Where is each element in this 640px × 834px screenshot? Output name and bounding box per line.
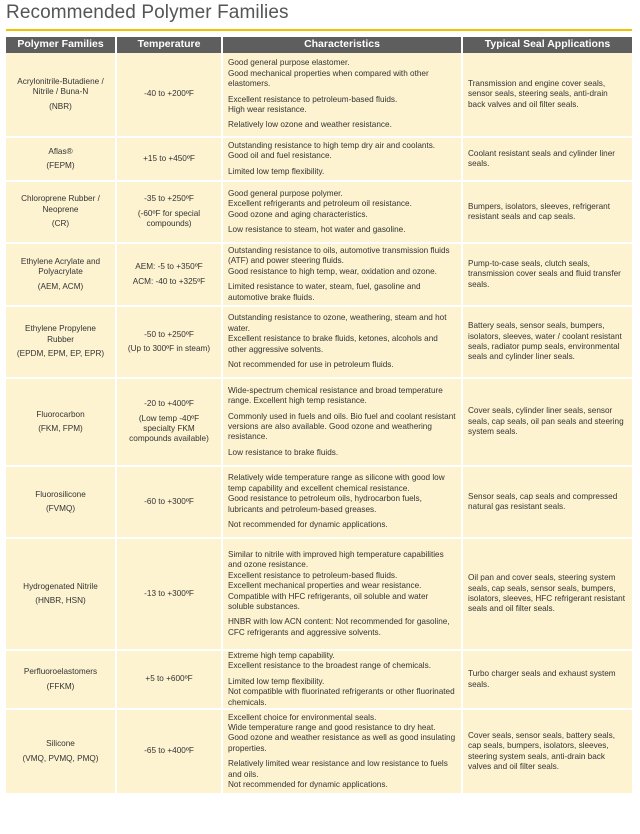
characteristics-paragraph: Low resistance to steam, hot water and gasoline. — [228, 224, 406, 234]
polymer-family-line: Ethylene Propylene — [24, 324, 96, 334]
polymer-table — [6, 37, 632, 795]
polymer-family-line: (CR) — [51, 219, 70, 229]
temperature-line: -50 to +250ºF — [144, 329, 194, 339]
characteristics-paragraph: Low resistance to brake fluids. — [228, 447, 339, 457]
seal-applications-cell: Bumpers, isolators, sleeves, refrigerant resistant seals and cap seals. — [462, 181, 632, 243]
polymer-family-line: Neoprene — [42, 204, 79, 214]
polymer-family-cell — [6, 538, 116, 650]
temperature-cell — [116, 53, 222, 137]
polymer-family-line: Acrylonitrile-Butadiene / — [17, 76, 104, 86]
header-typical-seal-applications: Typical Seal Applications — [462, 37, 632, 53]
temperature-cell — [116, 306, 222, 378]
characteristics-paragraph: Good general purpose polymer. Excellent refrigerants and petroleum oil resistance. Good ozone and aging characteristics. — [228, 188, 412, 219]
seal-applications-cell: Pump-to-case seals, clutch seals, transmission cover seals and fluid transfer seals. — [462, 243, 632, 306]
temperature-line: compounds) — [146, 219, 192, 229]
table-row — [6, 243, 632, 306]
table-row — [6, 650, 632, 709]
polymer-family-cell — [6, 306, 116, 378]
temperature-line: -20 to +400ºF — [144, 399, 194, 409]
characteristics-paragraph: Excellent resistance to petroleum-based fluids. High wear resistance. — [228, 94, 398, 114]
characteristics-paragraph: HNBR with low ACN content: Not recommended for gasoline, CFC refrigerants and aggressive solvents. — [228, 617, 450, 637]
polymer-family-line: (FEPM) — [46, 161, 75, 170]
temperature-line: (Low temp -40ºF — [138, 413, 200, 423]
polymer-family-cell — [6, 709, 116, 794]
temperature-cell — [116, 650, 222, 709]
polymer-family-line: (HNBR, HSN) — [35, 596, 86, 605]
characteristics-paragraph: Limited low temp flexibility. — [228, 166, 325, 176]
characteristics-cell — [222, 709, 462, 794]
temperature-cell — [116, 538, 222, 650]
characteristics-cell — [222, 306, 462, 378]
polymer-family-line: Nitrile / Buna-N — [32, 87, 89, 97]
polymer-family-cell — [6, 137, 116, 181]
characteristics-paragraph: Limited resistance to water, steam, fuel, gasoline and automotive brake fluids. — [228, 282, 421, 302]
header-temperature: Temperature — [116, 37, 222, 53]
temperature-line: -65 to +400ºF — [144, 746, 194, 756]
temperature-cell — [116, 181, 222, 243]
characteristics-paragraph: Outstanding resistance to oils, automotive transmission fluids (ATF) and power steering fluids. Good resistance to high temp, wear, oxidation and ozone. — [228, 245, 450, 276]
header-characteristics: Characteristics — [222, 37, 462, 53]
characteristics-paragraph: Outstanding resistance to ozone, weathering, steam and hot water. Excellent resistance to brake fluids, ketones, alcohols and other aggressive solvents. — [228, 313, 447, 354]
temperature-line: (Up to 300ºF in steam) — [127, 344, 211, 353]
polymer-family-line: Polyacrylate — [38, 267, 83, 277]
temperature-line: AEM: -5 to +350ºF — [135, 262, 203, 272]
temperature-line: +15 to +450ºF — [143, 153, 195, 163]
temperature-cell — [116, 709, 222, 794]
temperature-line: compounds available) — [129, 434, 209, 444]
polymer-family-line: Hydrogenated Nitrile — [23, 581, 98, 591]
polymer-family-cell — [6, 53, 116, 137]
polymer-family-line: (VMQ, PVMQ, PMQ) — [22, 753, 99, 763]
seal-applications-cell: Battery seals, sensor seals, bumpers, isolators, sleeves, water / coolant resistant seals, radiator pump seals, environmental seals and cylinder liner seals. — [462, 306, 632, 378]
header-polymer-families: Polymer Families — [6, 37, 116, 53]
polymer-family-line: Rubber — [47, 334, 74, 344]
characteristics-paragraph: Not recommended for use in petroleum fluids. — [228, 360, 394, 370]
polymer-family-line: Chloroprene Rubber / — [21, 194, 100, 204]
table-row — [6, 378, 632, 466]
polymer-family-line: Silicone — [46, 739, 75, 749]
polymer-family-line: Perfluoroelastomers — [23, 667, 98, 677]
characteristics-paragraph: Good general purpose elastomer. Good mechanical properties when compared with other elastomers. — [228, 58, 429, 89]
table-row — [6, 137, 632, 181]
temperature-line: (-60ºF for special — [137, 208, 201, 218]
polymer-family-line: Fluorosilicone — [35, 489, 86, 499]
characteristics-cell — [222, 243, 462, 306]
polymer-family-line: Ethylene Acrylate and — [20, 256, 101, 266]
characteristics-cell — [222, 137, 462, 181]
characteristics-paragraph: Similar to nitrile with improved high temperature capabilities and ozone resistance. Excellent resistance to petroleum-based fluids. Excellent mechanical properties and wear resistance. Compatible with HFC refrigerants, oil soluble and water soluble substances. — [228, 549, 444, 611]
seal-applications-cell: Transmission and engine cover seals, sensor seals, steering seals, anti-drain back valves and oil filter seals. — [462, 53, 632, 137]
seal-applications-cell: Sensor seals, cap seals and compressed natural gas resistant seals. — [462, 466, 632, 538]
temperature-line: -40 to +200ºF — [144, 89, 194, 99]
table-row — [6, 538, 632, 650]
temperature-cell — [116, 243, 222, 306]
temperature-line: -60 to +300ºF — [144, 496, 194, 506]
polymer-family-line: (EPDM, EPM, EP, EPR) — [16, 349, 105, 359]
characteristics-cell — [222, 466, 462, 538]
table-row — [6, 306, 632, 378]
characteristics-paragraph: Relatively low ozone and weather resistance. — [228, 120, 392, 130]
polymer-family-line: (FVMQ) — [45, 504, 76, 513]
temperature-line: ACM: -40 to +325ºF — [132, 276, 206, 286]
polymer-family-cell — [6, 181, 116, 243]
table-row — [6, 181, 632, 243]
header-row — [6, 37, 632, 53]
polymer-family-line: Aflas® — [48, 146, 73, 156]
characteristics-paragraph: Relatively limited wear resistance and low resistance to fuels and oils. Not recommended for dynamic applications. — [228, 759, 448, 790]
temperature-line: +5 to +600ºF — [145, 674, 193, 684]
temperature-line: -35 to +250ºF — [144, 194, 194, 204]
characteristics-cell — [222, 650, 462, 709]
title-underline — [6, 29, 632, 31]
polymer-family-line: (NBR) — [49, 101, 72, 111]
characteristics-cell — [222, 538, 462, 650]
polymer-family-line: (FKM, FPM) — [38, 424, 83, 433]
characteristics-cell — [222, 378, 462, 466]
page-title: Recommended Polymer Families — [6, 2, 289, 23]
characteristics-paragraph: Not recommended for dynamic applications. — [228, 520, 388, 530]
characteristics-paragraph: Relatively wide temperature range as silicone with good low temp capability and excellent chemical resistance. Good resistance to petroleum oils, hydrocarbon fuels, lubricants and petroleum-based greases. — [228, 473, 445, 514]
polymer-family-cell — [6, 466, 116, 538]
polymer-family-cell — [6, 650, 116, 709]
temperature-cell — [116, 378, 222, 466]
polymer-family-line: (AEM, ACM) — [37, 281, 84, 291]
temperature-cell — [116, 466, 222, 538]
characteristics-paragraph: Extreme high temp capability. Excellent resistance to the broadest range of chemicals. — [228, 651, 431, 671]
characteristics-paragraph: Wide-spectrum chemical resistance and broad temperature range. Excellent high temp resistance. — [228, 385, 443, 406]
temperature-line: specialty FKM — [143, 424, 195, 433]
seal-applications-cell: Coolant resistant seals and cylinder liner seals. — [462, 137, 632, 181]
characteristics-paragraph: Outstanding resistance to high temp dry air and coolants. Good oil and fuel resistance. — [228, 140, 436, 161]
temperature-cell — [116, 137, 222, 181]
characteristics-paragraph: Commonly used in fuels and oils. Bio fuel and coolant resistant versions are also available. Good ozone and weathering resistance. — [228, 411, 456, 442]
table-row — [6, 466, 632, 538]
table-row — [6, 709, 632, 794]
seal-applications-cell: Cover seals, sensor seals, battery seals, cap seals, bumpers, isolators, sleeves, steering system seals, anti-drain back valves and oil filter seals. — [462, 709, 632, 794]
seal-applications-cell: Oil pan and cover seals, steering system seals, cap seals, sensor seals, bumpers, isolators, sleeves, HFC refrigerant resistant seals and oil filter seals. — [462, 538, 632, 650]
characteristics-cell — [222, 181, 462, 243]
polymer-family-cell — [6, 378, 116, 466]
polymer-family-cell — [6, 243, 116, 306]
characteristics-cell — [222, 53, 462, 137]
polymer-family-line: (FFKM) — [46, 681, 75, 691]
table-row — [6, 53, 632, 137]
characteristics-paragraph: Limited low temp flexibility. Not compatible with fluorinated refrigerants or other fluorinated chemicals. — [228, 676, 455, 707]
temperature-line: -13 to +300ºF — [144, 588, 194, 598]
seal-applications-cell: Cover seals, cylinder liner seals, sensor seals, cap seals, oil pan seals and steering system seals. — [462, 378, 632, 466]
polymer-family-line: Fluorocarbon — [36, 409, 85, 419]
seal-applications-cell: Turbo charger seals and exhaust system seals. — [462, 650, 632, 709]
characteristics-paragraph: Excellent choice for environmental seals. Wide temperature range and good resistance to dry heat. Good ozone and weather resistance as well as good insulating properties. — [228, 712, 456, 753]
